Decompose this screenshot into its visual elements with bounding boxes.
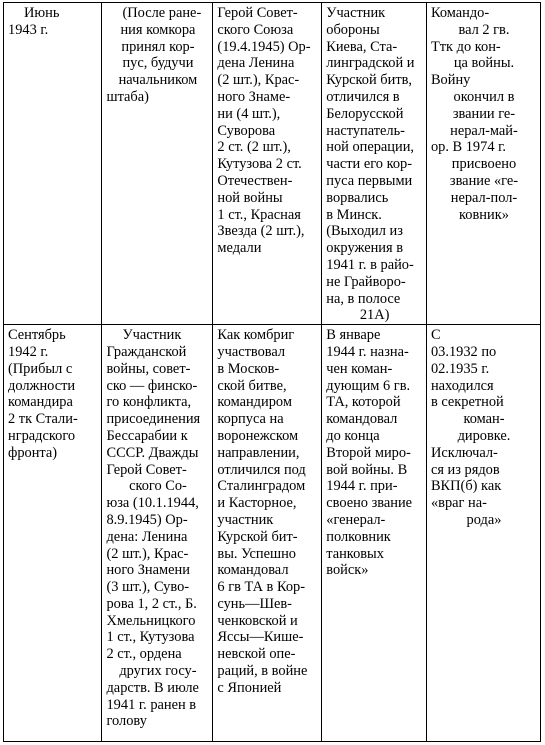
biography-cell [102, 325, 213, 742]
career-text: Командо- вал 2 гв. Ттк до кон- ца войны. Войну окончил в звании ге- нерал-май- ор. В 1974 г. присвоено звание «ге- нерал-пол- ковник» [430, 5, 519, 223]
date-cell [4, 3, 102, 325]
command-cell [322, 325, 427, 742]
date-cell [4, 325, 102, 742]
career-cell [426, 3, 540, 325]
awards-text: Герой Совет- ского Союза (19.4.1945) Ор- дена Ленина (2 шт.), Крас- ного Знаме- ни (4 шт.), Суворова 2 ст. (2 шт.), Кутузова 2 ст. Отечествен- ной войны 1 ст., Красная Звезда (2 шт.), медали [217, 5, 311, 257]
remarks-cell [426, 325, 540, 742]
note-text: (После ране- ния комкора принял кор- пус, будучи начальником штаба) [106, 5, 202, 105]
service-text: Участник обороны Киева, Ста- линградской и Курской битв, отличился в Белорусской наступатель- ной операции, части его кор- пуса первыми ворвались в Минск. (Выходил из окружения в 1941 г. в райо- не Грайворо- на, в полосе 21А) [326, 5, 415, 324]
remarks-text: С 03.1932 по 02.1935 г. находился в секретной коман- дировке. Исключал- ся из рядов ВКП(б) как «враг на- рода» [430, 327, 511, 528]
table-row [4, 325, 541, 742]
service-cell [322, 3, 427, 325]
note-cell [102, 3, 213, 325]
date-text: Июнь 1943 г. [8, 5, 60, 38]
command-text: В январе 1944 г. назна- чен коман- дующим 6 гв. ТА, которой командовал до конца Второй миро- вой войны. В 1944 г. при- своено звание «генерал- полковник танковых войск» [326, 327, 413, 579]
biography-text: Участник Гражданской войны, совет- ско — финско- го конфликта, присоединения Бессарабии к СССР. Дважды Герой Совет- ского Со- юза (10.1.1944, 8.9.1945) Ор- дена: Ленина (2 шт.), Крас- ного Знамени (3 шт.), Суво- рова 1, 2 ст., Б. Хмельницкого 1 ст., Кутузова 2 ст., ордена других госу- дарств. В июле 1941 г. ранен в голову [106, 327, 201, 730]
awards-cell [213, 3, 322, 325]
table-row [4, 3, 541, 325]
combat-text: Как комбриг участвовал в Москов- ской битве, командиром корпуса на воронежском направлении, отличился под Сталинградом и Касторное, участник Курской бит- вы. Успешно командовал 6 гв ТА в Кор- сунь—Шев- ченковской и Яссы—Кише- невской опе- раций, в войне с Японией [217, 327, 308, 696]
combat-cell [213, 325, 322, 742]
date-text: Сентябрь 1942 г. (Прибыл с должности командира 2 тк Стали- нградского фронта) [8, 327, 78, 461]
biography-table [3, 2, 541, 742]
